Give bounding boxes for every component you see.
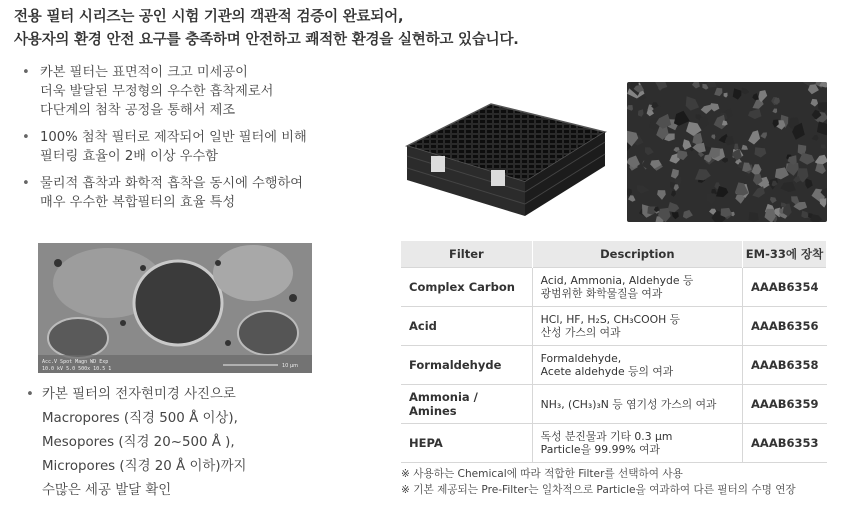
description-line: HCl, HF, H₂S, CH₃COOH 등 — [540, 313, 681, 326]
filter-name-cell: Formaldehyde — [401, 346, 532, 385]
model-code-cell: AAAB6359 — [743, 385, 827, 424]
sem-caption — [26, 383, 356, 503]
bullet-text: 다단계의 첨착 공정을 통해서 제조 — [40, 103, 236, 118]
description-cell — [532, 424, 742, 463]
headline-line-1: 전용 필터 시리즈는 공인 시험 기관의 객관적 검증이 완료되어, — [14, 9, 404, 25]
filter-name-cell: Acid — [401, 307, 532, 346]
description-line: 광범위한 화학물질을 여과 — [540, 287, 663, 300]
sem-caption-line: Micropores (직경 20 Å 이하)까지 — [42, 459, 247, 474]
model-code-cell: AAAB6356 — [743, 307, 827, 346]
description-cell — [532, 268, 742, 307]
table-header-row — [401, 241, 827, 268]
feature-bullet-3 — [22, 174, 392, 212]
headline-line-2: 사용자의 환경 안전 요구를 충족하며 안전하고 쾌적한 환경을 실현하고 있습니다. — [14, 32, 519, 48]
sem-info-text: Acc.V Spot Magn WD Exp — [42, 359, 109, 365]
column-header-filter: Filter — [401, 241, 532, 268]
table-row — [401, 424, 827, 463]
bullet-text: • 100% 첨착 필터로 제작되어 일반 필터에 비해 — [40, 130, 307, 145]
bullet-text: 더욱 발달된 무정형의 우수한 흡착제로서 — [40, 84, 274, 99]
table-row — [401, 268, 827, 307]
sem-micrograph-image — [38, 243, 312, 373]
feature-bullet-1 — [22, 63, 392, 120]
filter-name-cell: Complex Carbon — [401, 268, 532, 307]
footnote: ※ 사용하는 Chemical에 따라 적합한 Filter를 선택하여 사용 — [401, 468, 683, 480]
sem-caption-line: Macropores (직경 500 Å 이상), — [42, 411, 238, 426]
footnote: ※ 기본 제공되는 Pre-Filter는 일차적으로 Particle을 여과하여 다른 필터의 수명 연장 — [401, 484, 796, 496]
headline — [14, 6, 844, 52]
filter-spec-table — [401, 241, 827, 463]
sem-info-text: 10.0 kV 5.0 500x 10.5 1 — [42, 366, 112, 372]
description-line: Particle을 99.99% 여과 — [540, 443, 660, 456]
column-header-description: Description — [532, 241, 742, 268]
footnotes — [401, 466, 856, 498]
model-code-cell: AAAB6354 — [743, 268, 827, 307]
model-code-cell: AAAB6358 — [743, 346, 827, 385]
bullet-text: 필터링 효율이 2배 이상 우수함 — [40, 149, 219, 164]
filter-name-cell: Ammonia / Amines — [401, 385, 532, 424]
bullet-text: • 물리적 흡착과 화학적 흡착을 동시에 수행하여 — [40, 176, 304, 191]
description-cell — [532, 385, 742, 424]
table-row — [401, 385, 827, 424]
activated-carbon-granules-image — [627, 82, 827, 222]
description-line: 독성 분진물과 기타 0.3 μm — [540, 430, 673, 443]
description-cell — [532, 346, 742, 385]
table-row — [401, 346, 827, 385]
sem-caption-line: Mesopores (직경 20~500 Å ), — [42, 435, 235, 450]
bullet-text: • 카본 필터는 표면적이 크고 미세공이 — [40, 65, 248, 80]
description-line: NH₃, (CH₃)₃N 등 염기성 가스의 여과 — [540, 397, 717, 411]
description-line: Acid, Ammonia, Aldehyde 등 — [540, 274, 694, 287]
carbon-granule — [749, 212, 759, 222]
column-header-model: EM-33에 장착 — [743, 241, 827, 268]
sem-caption-line: • 카본 필터의 전자현미경 사진으로 — [26, 383, 356, 407]
sem-caption-line: 수많은 세공 발달 확인 — [42, 483, 172, 498]
model-code-cell: AAAB6353 — [743, 424, 827, 463]
bullet-text: 매우 우수한 복합필터의 효율 특성 — [40, 195, 236, 210]
filter-name-cell: HEPA — [401, 424, 532, 463]
carbon-filter-product-image — [395, 84, 617, 218]
feature-bullet-2 — [22, 128, 392, 166]
feature-bullets — [22, 63, 392, 220]
description-line: Formaldehyde, — [540, 352, 622, 365]
description-cell — [532, 307, 742, 346]
sem-scale-label: 10 μm — [282, 363, 299, 369]
table-row — [401, 307, 827, 346]
description-line: Acete aldehyde 등의 여과 — [540, 365, 674, 378]
description-line: 산성 가스의 여과 — [540, 326, 621, 339]
